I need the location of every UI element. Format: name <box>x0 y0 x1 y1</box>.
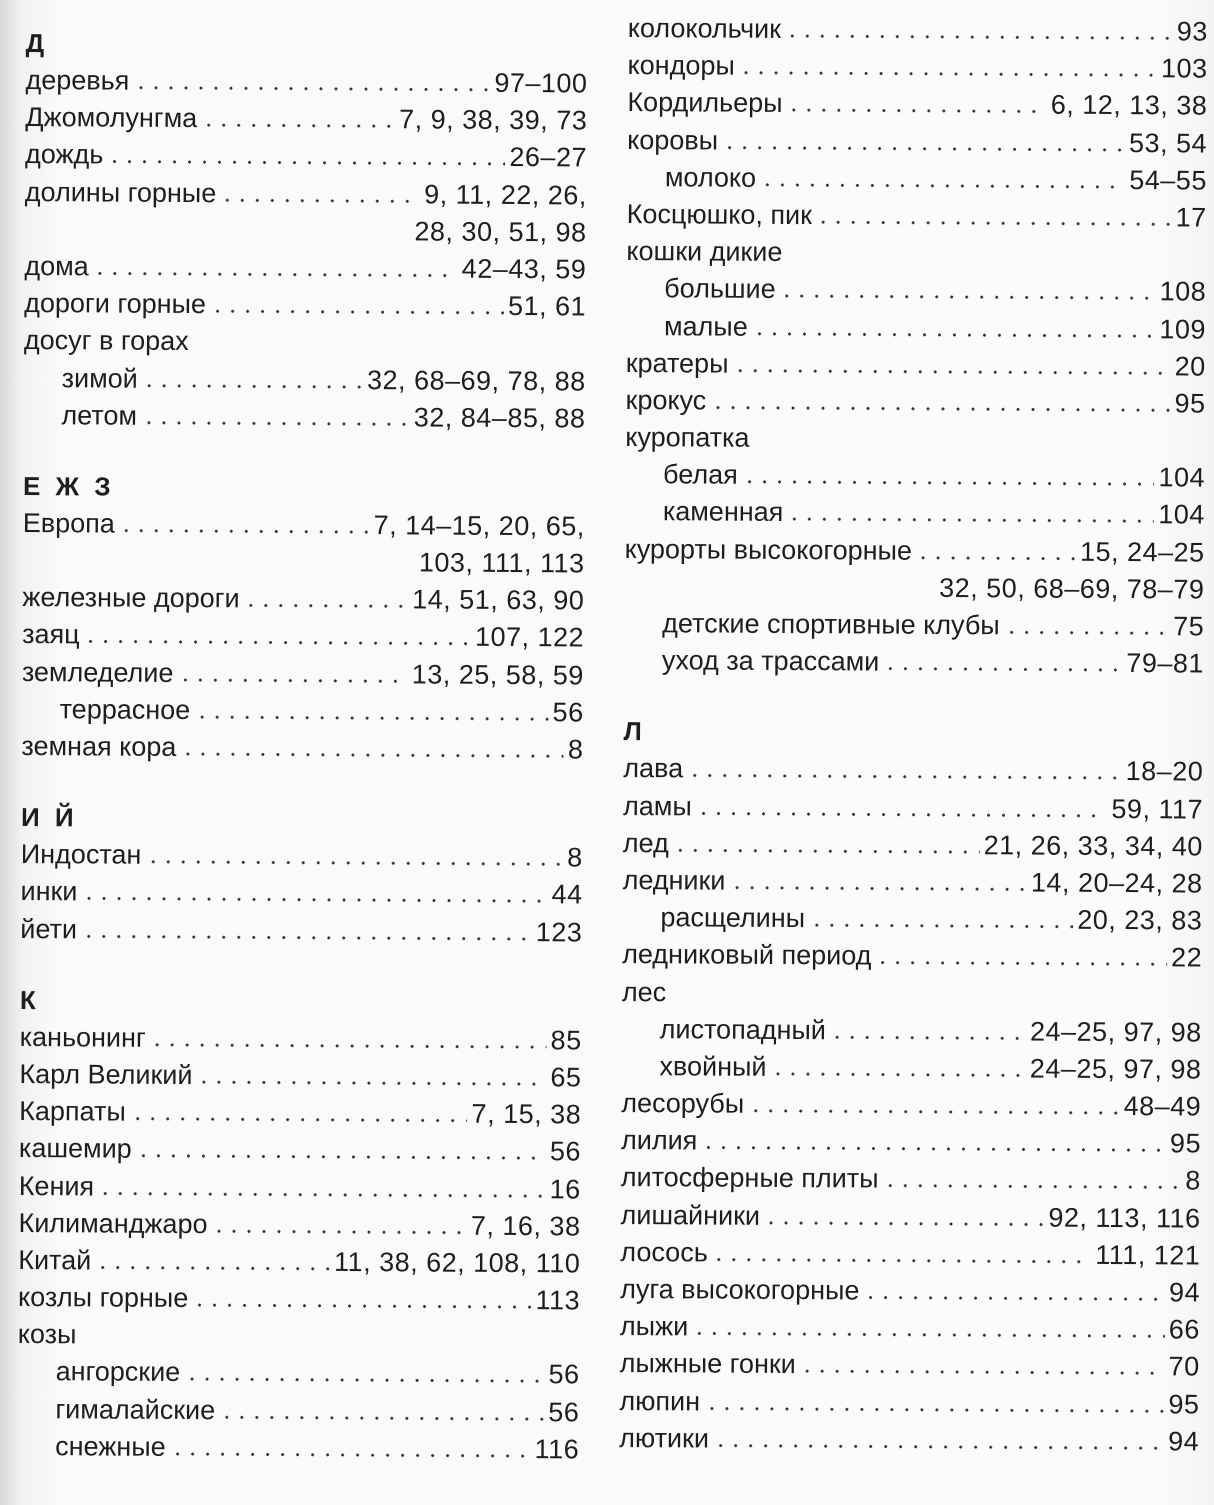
index-entry <box>25 136 587 177</box>
index-section <box>23 28 587 437</box>
index-entry <box>18 1205 580 1246</box>
section-letter: И Й <box>20 802 78 833</box>
entry-pages: 107, 122 <box>474 622 585 653</box>
index-entry <box>627 84 1207 125</box>
index-entry <box>20 873 582 914</box>
entry-pages: 123 <box>535 916 583 947</box>
dot-leader <box>916 555 1076 560</box>
entry-pages: 92, 113, 116 <box>1048 1202 1201 1234</box>
dot-leader <box>84 640 471 646</box>
index-subentry <box>625 493 1205 534</box>
entry-term: земледелие <box>21 656 174 688</box>
index-entry <box>18 1242 580 1283</box>
entry-pages: 104 <box>1158 499 1205 530</box>
entry-pages: 56 <box>548 1359 580 1390</box>
entry-term: зимой <box>61 362 138 394</box>
entry-pages: 14, 51, 63, 90 <box>412 584 585 616</box>
index-subentry <box>22 691 584 732</box>
dot-leader <box>130 1117 468 1123</box>
entry-term: гималайские <box>55 1393 216 1425</box>
dot-leader <box>787 108 1047 114</box>
entry-term: листопадный <box>659 1013 827 1045</box>
dot-leader <box>177 678 407 683</box>
entry-term: люпин <box>619 1385 701 1417</box>
index-entry <box>621 1159 1201 1200</box>
entry-term: дома <box>24 250 89 282</box>
index-entry <box>18 1316 580 1357</box>
dot-leader <box>133 86 490 92</box>
entry-term: лыжные гонки <box>619 1348 796 1380</box>
dot-leader <box>713 1443 1164 1450</box>
entry-pages: 97–100 <box>494 67 588 99</box>
index-entry <box>626 233 1206 274</box>
index-entry <box>623 750 1203 791</box>
entry-term: луга высокогорные <box>620 1273 860 1306</box>
entry-pages: 42–43, 59 <box>461 253 587 285</box>
index-section <box>20 802 583 951</box>
entry-term: земная кора <box>21 730 177 762</box>
dot-leader <box>692 1332 1165 1339</box>
entry-pages: 53, 54 <box>1128 127 1208 159</box>
entry-pages: 20 <box>1174 351 1206 382</box>
entry-term: Килиманджаро <box>18 1207 208 1239</box>
index-entry <box>23 505 585 546</box>
dot-leader <box>211 1229 466 1235</box>
index-entry <box>18 1279 580 1320</box>
entry-pages: 116 <box>534 1433 580 1465</box>
entry-pages: 11, 38, 62, 108, 110 <box>334 1246 581 1279</box>
entry-term: лес <box>621 976 667 1007</box>
dot-leader <box>883 667 1122 672</box>
entry-term: детские спортивные клубы <box>662 608 1000 641</box>
index-entry <box>19 1167 581 1208</box>
index-subentry <box>622 1011 1202 1052</box>
dot-leader <box>93 271 458 277</box>
dot-leader <box>136 1154 546 1161</box>
entry-term: кратеры <box>625 347 729 379</box>
entry-pages: 17 <box>1175 202 1207 233</box>
entry-pages: 16 <box>549 1173 581 1204</box>
index-entry <box>25 62 587 103</box>
index-subentry <box>17 1391 579 1432</box>
index-entry <box>627 47 1207 88</box>
dot-leader <box>732 368 1170 375</box>
entry-pages: 111, 121 <box>1095 1239 1201 1271</box>
index-entry <box>627 196 1207 237</box>
index-entry <box>625 531 1205 572</box>
entry-pages: 7, 9, 38, 39, 73 <box>399 104 588 136</box>
dot-leader <box>785 34 1173 40</box>
entry-pages: 32, 84–85, 88 <box>413 402 586 434</box>
entry-pages: 94 <box>1168 1426 1200 1457</box>
section-letter: Д <box>25 27 49 59</box>
entry-term: снежные <box>55 1431 166 1462</box>
entry-pages: 6, 12, 13, 38 <box>1050 89 1208 121</box>
dot-leader <box>196 1080 546 1086</box>
index-entry <box>19 1130 581 1171</box>
dot-leader <box>787 517 1154 523</box>
index-subentry <box>17 1428 579 1469</box>
entry-term: белая <box>663 459 738 490</box>
entry-term: долины горные <box>24 176 217 208</box>
index-entry <box>623 788 1203 829</box>
entry-pages: 113 <box>535 1285 581 1316</box>
entry-pages: 26–27 <box>509 142 588 173</box>
index-entry <box>619 1420 1199 1461</box>
dot-leader <box>81 934 532 941</box>
dot-leader <box>701 1146 1166 1153</box>
index-entry <box>625 419 1205 460</box>
entry-pages: 7, 16, 38 <box>470 1210 581 1242</box>
dot-leader <box>180 752 564 758</box>
entry-term: литосферные плиты <box>620 1162 879 1194</box>
section-letter: Е Ж З <box>22 470 115 502</box>
entry-term: Карл Великий <box>19 1058 193 1090</box>
dot-leader <box>194 715 548 721</box>
entry-term: летом <box>61 399 138 431</box>
entry-term: дождь <box>24 139 104 170</box>
entry-pages: 65 <box>550 1062 582 1093</box>
entry-term: каменная <box>662 496 784 528</box>
entry-pages: 59, 117 <box>1111 793 1204 825</box>
entry-term: молоко <box>664 161 757 193</box>
index-entry <box>623 862 1203 903</box>
entry-term: Косцюшко, пик <box>626 198 813 231</box>
dot-leader <box>201 123 395 128</box>
entry-pages: 32, 68–69, 78, 88 <box>366 364 586 396</box>
entry-pages: 21, 26, 33, 34, 40 <box>983 829 1203 862</box>
entry-term: каньонинг <box>19 1021 146 1053</box>
entry-term: кондоры <box>627 50 735 81</box>
entry-pages: 51, 61 <box>507 291 587 322</box>
index-subentry <box>24 359 586 400</box>
entry-term: Карпаты <box>19 1096 126 1127</box>
dot-leader <box>141 420 410 426</box>
entry-pages: 95 <box>1174 388 1206 419</box>
dot-leader <box>98 1191 546 1198</box>
entry-pages: 32, 50, 68–69, 78–79 <box>939 572 1205 605</box>
index-entry <box>24 248 586 289</box>
index-entry <box>627 122 1207 163</box>
entry-pages: 108 <box>1159 276 1207 307</box>
index-entry <box>21 728 583 769</box>
entry-term: Кения <box>18 1170 95 1201</box>
entry-term: уход за трассами <box>661 645 880 677</box>
dot-leader <box>244 604 409 609</box>
index-entry <box>620 1271 1200 1312</box>
entry-pages: 95 <box>1168 1388 1200 1420</box>
entry-pages: 28, 30, 51, 98 <box>414 216 587 248</box>
entry-pages: 24–25, 97, 98 <box>1029 1053 1202 1085</box>
entry-pages: 15, 24–25 <box>1079 536 1205 568</box>
entry-pages: 75 <box>1173 611 1205 642</box>
entry-pages: 95 <box>1169 1128 1202 1159</box>
index-subentry <box>23 397 585 438</box>
entry-term: лишайники <box>620 1199 761 1231</box>
entry-term: куропатка <box>625 422 750 453</box>
dot-leader <box>760 183 1125 189</box>
entry-pages: 24–25, 97, 98 <box>1029 1016 1202 1048</box>
entry-pages: 8 <box>567 734 584 765</box>
index-subentry <box>626 270 1206 311</box>
entry-term: заяц <box>22 619 80 650</box>
entry-pages: 66 <box>1168 1314 1200 1345</box>
index-column-right <box>619 0 1208 1497</box>
entry-term: деревья <box>25 64 130 96</box>
entry-pages: 44 <box>551 879 583 910</box>
entry-term: ламы <box>622 790 692 821</box>
index-entry <box>619 1383 1199 1424</box>
entry-term: ледники <box>622 864 726 896</box>
dot-leader <box>800 1369 1165 1375</box>
dot-leader <box>107 160 505 166</box>
dot-leader <box>752 331 1156 337</box>
index-entry <box>24 322 586 363</box>
dot-leader <box>145 860 563 867</box>
index-entry <box>22 654 584 695</box>
dot-leader <box>210 309 504 315</box>
entry-term: лютики <box>619 1422 710 1454</box>
entry-term: козы <box>17 1319 77 1350</box>
entry-term: кошки дикие <box>626 236 783 268</box>
dot-leader <box>863 1295 1165 1301</box>
entry-pages: 8 <box>1185 1165 1201 1196</box>
entry-pages: 103 <box>1160 53 1208 84</box>
entry-term: йети <box>20 913 78 944</box>
dot-leader <box>722 145 1125 151</box>
index-entry <box>22 616 584 657</box>
index-entry <box>620 1197 1200 1238</box>
entry-pages: 93 <box>1176 16 1208 47</box>
index-subentry <box>18 1353 580 1394</box>
index-section <box>624 10 1208 683</box>
entry-term: Джомолунгма <box>25 102 198 134</box>
entry-pages: 7, 15, 38 <box>471 1098 582 1130</box>
index-entry <box>623 825 1203 866</box>
entry-pages: 103, 111, 113 <box>418 547 585 579</box>
entry-pages: 8 <box>567 842 583 873</box>
index-entry <box>20 911 582 952</box>
index-entry <box>626 345 1206 386</box>
index-column-left <box>17 0 588 1505</box>
entry-term: лилия <box>620 1125 698 1156</box>
entry-pages: 14, 20–24, 28 <box>1030 867 1203 899</box>
dot-leader <box>809 923 1073 929</box>
entry-term: досуг в горах <box>23 325 189 357</box>
index-subentry <box>624 642 1204 683</box>
dot-leader <box>704 1406 1164 1413</box>
dot-leader <box>770 1072 1025 1078</box>
entry-term: лосось <box>620 1236 708 1268</box>
entry-pages: 70 <box>1168 1351 1200 1382</box>
dot-leader <box>882 1184 1181 1190</box>
entry-term: лед <box>622 827 669 859</box>
entry-pages: 85 <box>550 1024 582 1056</box>
entry-term: большие <box>664 273 776 305</box>
index-subentry <box>625 456 1205 497</box>
index-section <box>619 716 1204 1460</box>
section-letter: Л <box>623 716 646 747</box>
entry-pages: 109 <box>1159 313 1207 345</box>
dot-leader <box>1004 630 1169 635</box>
index-subentry <box>624 605 1204 646</box>
entry-pages: 18–20 <box>1125 756 1204 787</box>
entry-term: железные дороги <box>22 582 240 614</box>
entry-term: террасное <box>59 694 191 725</box>
dot-leader <box>875 961 1167 967</box>
dot-leader <box>142 383 363 388</box>
dot-leader <box>748 1109 1119 1115</box>
dot-leader <box>687 774 1122 781</box>
entry-term: лава <box>623 753 684 784</box>
index-entry-continuation <box>22 542 584 583</box>
dot-leader <box>95 1265 330 1270</box>
index-entry <box>20 1019 582 1060</box>
index-entry-continuation <box>624 568 1204 609</box>
dot-leader <box>739 71 1157 78</box>
entry-pages: 9, 11, 22, 26, <box>424 178 587 210</box>
entry-term: малые <box>663 310 748 342</box>
entry-term: хвойный <box>659 1051 767 1082</box>
entry-pages: 22 <box>1171 942 1203 973</box>
dot-leader <box>184 1377 544 1383</box>
dot-leader <box>780 294 1156 300</box>
dot-leader <box>119 528 370 534</box>
entry-term: лесорубы <box>621 1088 745 1119</box>
entry-term: лыжи <box>619 1311 689 1342</box>
dot-leader <box>816 220 1172 226</box>
index-entry <box>622 973 1202 1014</box>
dot-leader <box>712 1257 1091 1263</box>
index-subentry <box>627 159 1207 200</box>
entry-term: ангорские <box>55 1356 181 1388</box>
dot-leader <box>673 848 980 854</box>
index-entry-continuation <box>24 211 586 252</box>
entry-term: Европа <box>22 507 115 539</box>
entry-term: ледниковый период <box>622 939 872 971</box>
index-entry <box>24 285 586 326</box>
entry-term: инки <box>20 876 78 907</box>
entry-pages: 54–55 <box>1129 164 1208 196</box>
dot-leader <box>81 897 547 904</box>
index-entry <box>19 1093 581 1134</box>
index-entry <box>625 382 1205 423</box>
dot-leader <box>742 480 1155 487</box>
entry-term: колокольчик <box>627 12 782 44</box>
entry-term: козлы горные <box>17 1282 189 1314</box>
entry-term: Индостан <box>20 839 142 870</box>
entry-pages: 48–49 <box>1123 1091 1202 1122</box>
dot-leader <box>192 1303 531 1309</box>
entry-term: расщелины <box>660 902 806 934</box>
entry-pages: 94 <box>1168 1277 1201 1308</box>
entry-pages: 13, 25, 58, 59 <box>411 658 584 691</box>
dot-leader <box>150 1043 547 1049</box>
index-entry <box>620 1234 1200 1275</box>
entry-term: кашемир <box>18 1133 132 1164</box>
entry-pages: 56 <box>549 1136 582 1167</box>
entry-pages: 79–81 <box>1126 648 1205 679</box>
entry-term: Кордильеры <box>627 87 783 119</box>
index-section <box>17 985 582 1469</box>
index-entry <box>628 10 1208 51</box>
index-subentry <box>626 307 1206 348</box>
index-entry <box>19 1056 581 1097</box>
entry-term: дороги горные <box>24 288 207 320</box>
index-entry <box>21 836 583 877</box>
dot-leader <box>696 811 1108 818</box>
index-entry <box>621 1122 1201 1163</box>
index-section <box>21 471 585 769</box>
entry-pages: 56 <box>552 697 584 728</box>
entry-term: коровы <box>627 124 719 156</box>
index-entry <box>620 1345 1200 1386</box>
index-subentry <box>621 1048 1201 1089</box>
dot-leader <box>220 198 420 203</box>
section-letter: К <box>19 984 40 1015</box>
entry-pages: 104 <box>1158 462 1206 493</box>
entry-term: Китай <box>18 1244 92 1276</box>
index-entry <box>25 174 587 215</box>
dot-leader <box>170 1452 531 1458</box>
index-subentry <box>622 899 1202 940</box>
dot-leader <box>764 1220 1044 1226</box>
index-entry <box>622 936 1202 977</box>
entry-term: курорты высокогорные <box>624 533 913 566</box>
index-entry <box>620 1308 1200 1349</box>
index-entry <box>621 1085 1201 1126</box>
dot-leader <box>729 886 1027 892</box>
dot-leader <box>710 405 1170 412</box>
index-entry <box>25 99 587 140</box>
dot-leader <box>830 1035 1026 1040</box>
index-entry <box>22 579 584 620</box>
entry-pages: 7, 14–15, 20, 65, <box>373 510 585 542</box>
entry-term: крокус <box>625 384 707 416</box>
dot-leader <box>219 1415 544 1421</box>
entry-pages: 56 <box>548 1396 580 1428</box>
entry-pages: 20, 23, 83 <box>1077 904 1203 936</box>
